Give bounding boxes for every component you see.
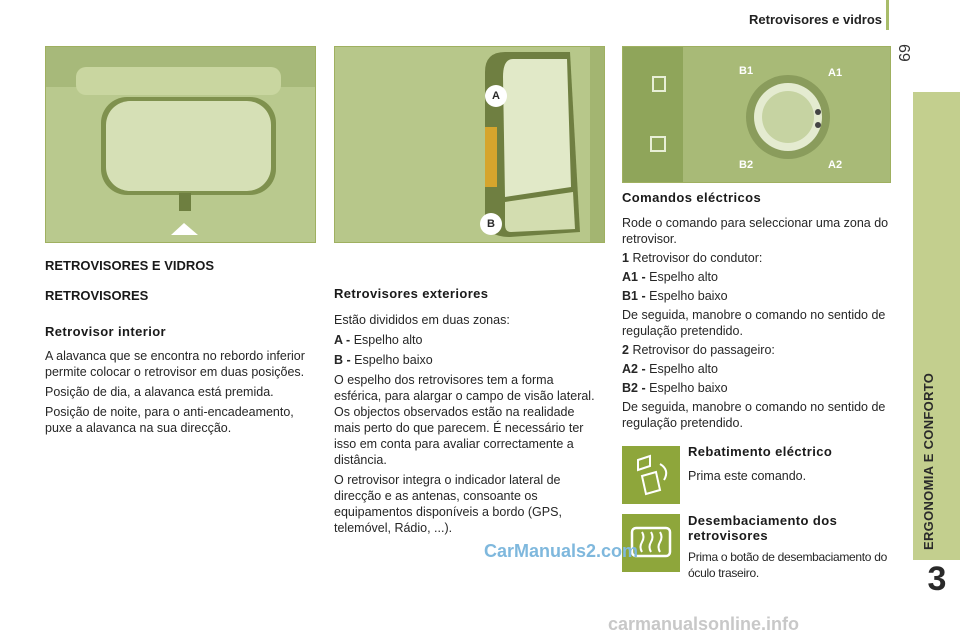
control-label-b2: B2: [739, 159, 754, 171]
then-paragraph-2: De seguida, manobre o comando no sentido de regulação pretendido.: [622, 400, 886, 430]
defrost-heading: Desembaciamento dos retrovisores: [688, 513, 838, 543]
mirror-label-a: A: [485, 85, 507, 107]
watermark-carmanualsonline: carmanualsonline.info: [608, 614, 800, 634]
interior-mirror-photo: [45, 46, 316, 243]
item-b2: B2 - Espelho baixo: [622, 381, 728, 395]
fold-text: Prima este comando.: [688, 469, 807, 483]
right-column: [622, 190, 892, 431]
chapter-number: 3: [927, 560, 947, 598]
section-title: Retrovisores e vidros: [749, 12, 882, 27]
fold-heading: Rebatimento eléctrico: [688, 444, 833, 459]
exterior-mirror-photo: [334, 46, 605, 243]
item-b1: B1 - Espelho baixo: [622, 289, 728, 303]
fold-section: [688, 444, 888, 484]
control-label-a1: A1: [828, 67, 843, 79]
watermark-carmanuals2: CarManuals2.com: [484, 541, 639, 561]
middle-column: [334, 286, 604, 536]
interior-paragraph-1: A alavanca que se encontra no rebordo inferior permite colocar o retrovisor em duas posições.: [45, 349, 305, 379]
exterior-intro: Estão divididos em duas zonas:: [334, 313, 510, 327]
exterior-paragraph-1: O espelho dos retrovisores tem a forma esférica, para alargar o campo de visão lateral. Os objectos observados estão na realidade mais perto do que parecem. É necessário ter isso em conta para avaliar correctamente a distância.: [334, 373, 595, 467]
item-a2: A2 - Espelho alto: [622, 362, 718, 376]
exterior-item-b: B - Espelho baixo: [334, 353, 433, 367]
mirror-label-b: B: [480, 213, 502, 235]
then-paragraph-1: De seguida, manobre o comando no sentido de regulação pretendido.: [622, 308, 886, 338]
exterior-item-a: A - Espelho alto: [334, 333, 423, 347]
electric-controls-heading: Comandos eléctricos: [622, 190, 762, 205]
mirror-fold-icon: [622, 446, 680, 504]
main-title: RETROVISORES E VIDROS: [45, 258, 215, 273]
left-column: [45, 258, 315, 436]
chapter-tab-label: ERGONOMIA E CONFORTO: [921, 372, 936, 550]
interior-paragraph-2: Posição de dia, a alavanca está premida.: [45, 385, 274, 399]
header-divider: [886, 0, 889, 30]
interior-paragraph-3: Posição de noite, para o anti-encadeamento, puxe a alavanca na sua direcção.: [45, 405, 294, 435]
passenger-mirror: 2 Retrovisor do passageiro:: [622, 343, 775, 357]
interior-heading: Retrovisor interior: [45, 324, 167, 339]
control-label-a2: A2: [828, 159, 843, 171]
defrost-section: [688, 513, 893, 581]
driver-mirror: 1 Retrovisor do condutor:: [622, 251, 763, 265]
sub-title: RETROVISORES: [45, 288, 149, 303]
mirror-control-photo: [622, 46, 891, 183]
defrost-text: Prima o botão de desembaciamento do óculo traseiro.: [688, 550, 887, 580]
electric-intro: Rode o comando para seleccionar uma zona do retrovisor.: [622, 216, 889, 246]
item-a1: A1 - Espelho alto: [622, 270, 718, 284]
control-label-b1: B1: [739, 65, 754, 77]
exterior-heading: Retrovisores exteriores: [334, 286, 489, 301]
exterior-paragraph-2: O retrovisor integra o indicador lateral de direcção e as antenas, consoante os equipamentos disponíveis a bordo (GPS, telemóvel, Rádio, ...).: [334, 473, 562, 535]
page-number: 69: [895, 44, 912, 62]
